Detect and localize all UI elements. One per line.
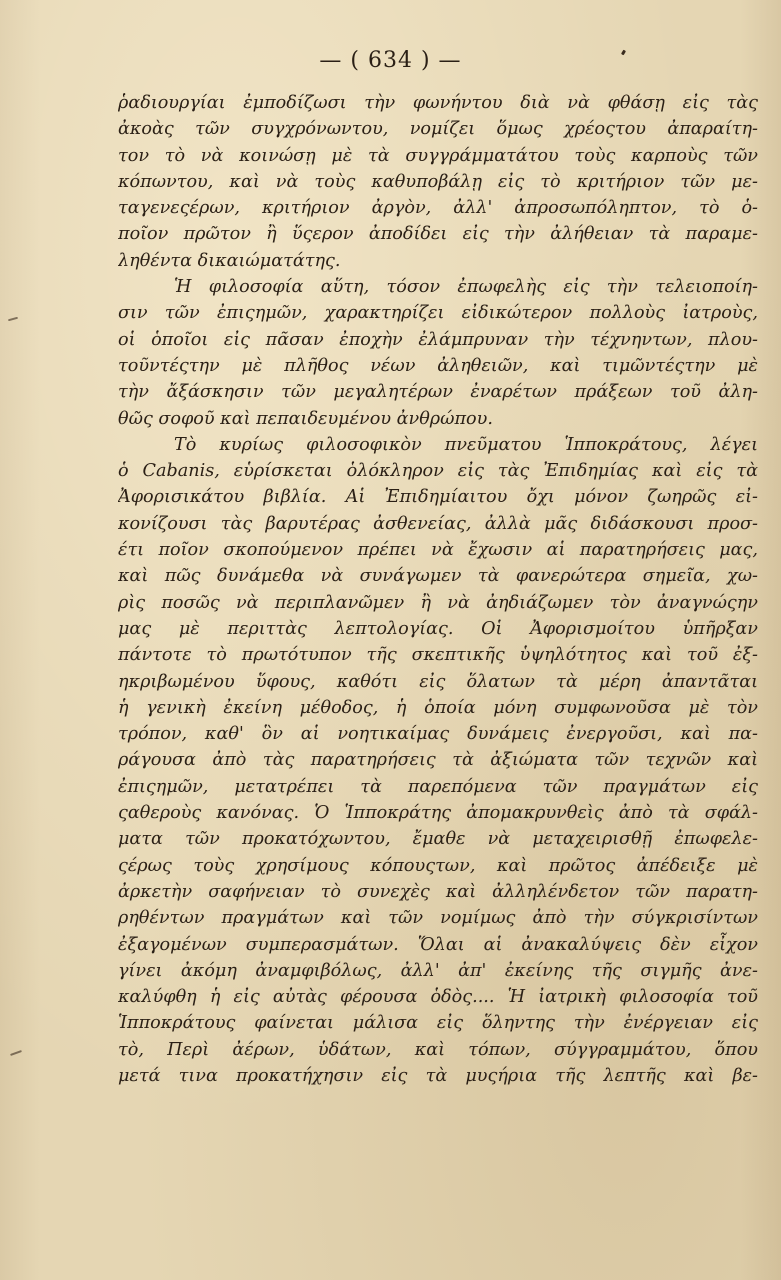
text-line: μετά τινα προκατήχησιν εἰς τὰ μυςήρια τῆς λεπτῆς καὶ βε-: [118, 1065, 758, 1086]
text-line: μας μὲ περιττὰς λεπτολογίας. Οἱ Ἀφορισμοίτου ὑπῆρξαν: [118, 618, 758, 639]
text-line: ματα τῶν προκατόχωντου, ἔμαθε νὰ μεταχειρισθῇ ἐπωφελε-: [118, 829, 758, 850]
text-line: Ἀφορισικάτου βιβλία. Αἱ Ἐπιδημίαιτου ὄχι μόνον ζωηρῶς εἰ-: [118, 487, 758, 508]
text-line: οἱ ὁποῖοι εἰς πᾶσαν ἐποχὴν ἐλάμπρυναν τὴν τέχνηντων, πλου-: [118, 329, 758, 350]
text-line: θῶς σοφοῦ καὶ πεπαιδευμένου ἀνθρώπου.: [118, 408, 493, 429]
text-line: πάντοτε τὸ πρωτότυπον τῆς σκεπτικῆς ὑψηλότητος καὶ τοῦ ἐξ-: [118, 645, 758, 666]
text-line: ληθέντα δικαιώματάτης.: [118, 250, 341, 271]
text-line: ηκριβωμένου ὕφους, καθότι εἰς ὅλατων τὰ μέρη ἀπαντᾶται: [118, 671, 758, 692]
text-line: τον τὸ νὰ κοινώσῃ μὲ τὰ συγγράμματάτου τοὺς καρποὺς τῶν: [118, 145, 758, 166]
text-line: έτι ποῖον σκοπούμενον πρέπει νὰ ἔχωσιν αἱ παρατηρήσεις μας,: [118, 540, 758, 561]
ink-speck: [10, 1050, 22, 1056]
text-line: ςαθεροὺς κανόνας. Ὁ Ἱπποκράτης ἀπομακρυνθεὶς ἀπὸ τὰ σφάλ-: [118, 803, 758, 824]
text-line: κονίζουσι τὰς βαρυτέρας ἀσθενείας, ἀλλὰ μᾶς διδάσκουσι προσ-: [118, 513, 758, 534]
text-line: ταγενεςέρων, κριτήριον ἀργὸν, ἀλλ' ἀπροσωπόληπτον, τὸ ὁ-: [118, 198, 758, 219]
text-line: καλύφθη ἡ εἰς αὐτὰς φέρουσα ὁδὸς.... Ἡ ἰατρικὴ φιλοσοφία τοῦ: [118, 987, 758, 1008]
text-line: ποῖον πρῶτον ἢ ὕςερον ἀποδίδει εἰς τὴν ἀλήθειαν τὰ παραμε-: [118, 224, 758, 245]
text-line: γίνει ἀκόμη ἀναμφιβόλως, ἀλλ' ἀπ' ἐκείνης τῆς σιγμῆς ἀνε-: [118, 960, 758, 981]
text-line: καὶ πῶς δυνάμεθα νὰ συνάγωμεν τὰ φανερώτερα σημεῖα, χω-: [118, 566, 758, 587]
text-line: Ἱπποκράτους φαίνεται μάλισα εἰς ὅληντης τὴν ἐνέργειαν εἰς: [118, 1013, 758, 1034]
text-line: τὸ, Περὶ ἀέρων, ὑδάτων, καὶ τόπων, σύγγραμμάτου, ὅπου: [118, 1039, 758, 1060]
text-line: ρηθέντων πραγμάτων καὶ τῶν νομίμως ἀπὸ τὴν σύγκρισίντων: [118, 908, 758, 929]
text-line: Ἡ φιλοσοφία αὕτη, τόσον ἐπωφελὴς εἰς τὴν τελειοποίη-: [174, 277, 758, 298]
text-line: τρόπον, καθ' ὃν αἱ νοητικαίμας δυνάμεις ἐνεργοῦσι, καὶ πα-: [118, 724, 758, 745]
text-line: ςέρως τοὺς χρησίμους κόπουςτων, καὶ πρῶτος ἀπέδειξε μὲ: [118, 855, 758, 876]
page-body-text: [118, 90, 758, 1089]
text-line: Τὸ κυρίως φιλοσοφικὸν πνεῦματου Ἱπποκράτους, λέγει: [174, 434, 758, 455]
ink-speck: [8, 317, 18, 322]
text-line: τὴν ἄξάσκησιν τῶν μεγαλητέρων ἐναρέτων πράξεων τοῦ ἀλη-: [118, 382, 758, 403]
text-line: ἀκοὰς τῶν συγχρόνωντου, νομίζει ὅμως χρέοςτου ἀπαραίτη-: [118, 119, 758, 140]
text-line: ἀρκετὴν σαφήνειαν τὸ συνεχὲς καὶ ἀλληλένδετον τῶν παρατη-: [118, 881, 758, 902]
text-line: ῥαδιουργίαι ἐμποδίζωσι τὴν φωνήντου διὰ νὰ φθάσῃ εἰς τὰς: [118, 93, 758, 113]
text-line: ρὶς ποσῶς νὰ περιπλανῶμεν ἢ νὰ ἀηδιάζωμεν τὸν ἀναγνώςην: [118, 592, 758, 613]
text-line: σιν τῶν ἐπιςημῶν, χαρακτηρίζει εἰδικώτερον πολλοὺς ἰατροὺς,: [118, 303, 758, 324]
text-line: τοῦντέςτην μὲ πλῆθος νέων ἀληθειῶν, καὶ τιμῶντέςτην μὲ: [118, 355, 758, 376]
text-line: ὁ Cabanis, εὑρίσκεται ὁλόκληρον εἰς τὰς Ἐπιδημίας καὶ εἰς τὰ: [118, 461, 758, 482]
page-number: — ( 634 ) —: [319, 48, 462, 73]
text-line: ἐξαγομένων συμπερασμάτων. Ὅλαι αἱ ἀνακαλύψεις δὲν εἶχον: [118, 934, 758, 955]
text-line: κόπωντου, καὶ νὰ τοὺς καθυποβάλῃ εἰς τὸ κριτήριον τῶν με-: [118, 171, 758, 192]
text-line: ἐπιςημῶν, μετατρέπει τὰ παρεπόμενα τῶν πραγμάτων εἰς: [118, 776, 758, 797]
text-line: ἡ γενικὴ ἐκείνη μέθοδος, ἡ ὁποία μόνη συμφωνοῦσα μὲ τὸν: [118, 697, 758, 718]
text-line: ράγουσα ἀπὸ τὰς παρατηρήσεις τὰ ἀξιώματα τῶν τεχνῶν καὶ: [118, 750, 758, 771]
